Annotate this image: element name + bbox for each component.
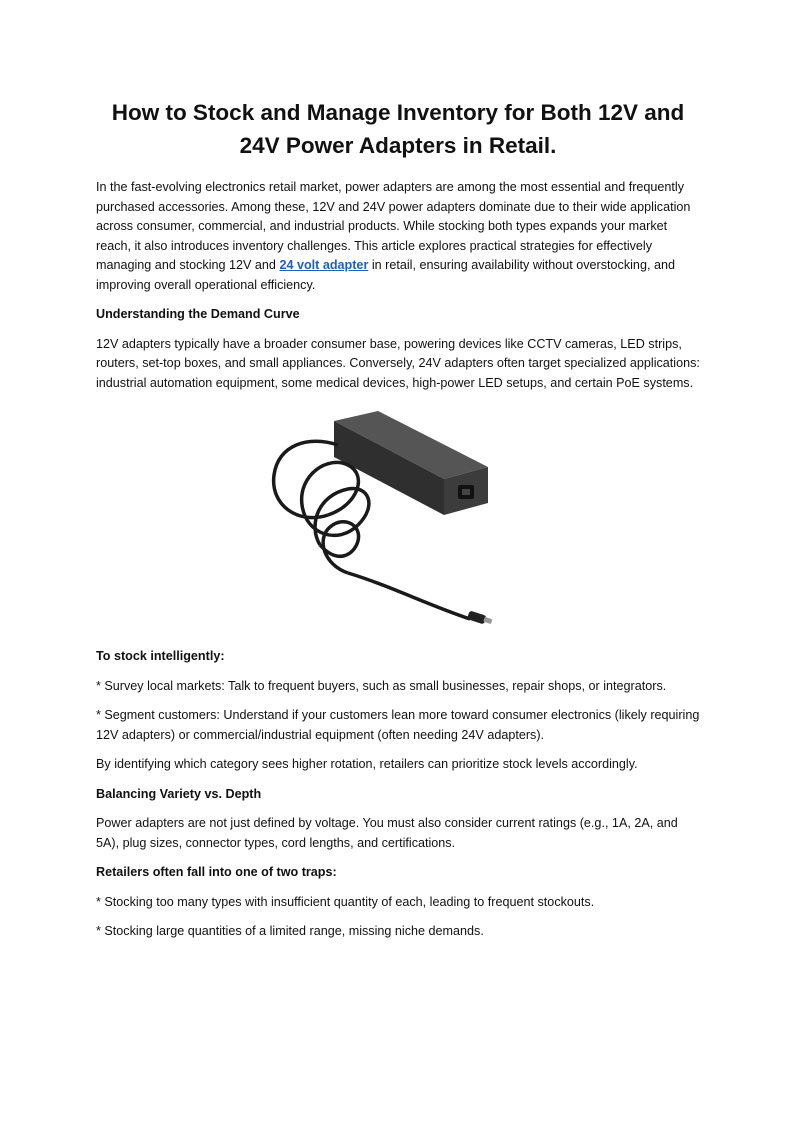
- section-heading-two-traps: Retailers often fall into one of two traps:: [96, 865, 337, 879]
- demand-curve-paragraph: 12V adapters typically have a broader consumer base, powering devices like CCTV cameras, LED strips, routers, set-top boxes, and small appliances. Conversely, 24V adapters often target specialized applications: industrial automation equipment, some medical devices, high-power LED setups, and certain PoE systems.: [96, 336, 700, 390]
- bullet-limited-range: * Stocking large quantities of a limited range, missing niche demands.: [96, 924, 484, 938]
- intro-text-after-link: in retail, ensuring availability without overstocking, and improving overall operational efficiency.: [96, 258, 675, 292]
- section-heading-stock-intelligently: To stock intelligently:: [96, 649, 225, 663]
- intro-text-before-link: In the fast-evolving electronics retail market, power adapters are among the most essential and frequently purchased accessories. Among these, 12V and 24V power adapters dominate due to their wide application across consumer, commercial, and industrial products. While stocking both types expands your market reach, it also introduces inventory challenges. This article explores practical strategies for effectively managing and stocking 12V and: [96, 180, 691, 272]
- section-heading-demand-curve: Understanding the Demand Curve: [96, 307, 300, 321]
- section-heading-variety-depth: Balancing Variety vs. Depth: [96, 786, 262, 801]
- power-adapter-illustration: [258, 405, 538, 633]
- rotation-paragraph: By identifying which category sees higher rotation, retailers can prioritize stock levels accordingly.: [96, 757, 638, 771]
- bullet-segment-customers: * Segment customers: Understand if your customers lean more toward consumer electronics (likely requiring 12V adapters) or commercial/industrial equipment (often needing 24V adapters).: [96, 708, 700, 742]
- document-page: [96, 96, 700, 952]
- bullet-survey-markets: * Survey local markets: Talk to frequent buyers, such as small businesses, repair shops, or integrators.: [96, 678, 667, 693]
- dc-plug-icon: [467, 610, 487, 624]
- page-title: How to Stock and Manage Inventory for Both 12V and 24V Power Adapters in Retail.: [111, 100, 685, 158]
- 24-volt-adapter-link[interactable]: 24 volt adapter: [279, 258, 369, 272]
- bullet-too-many-types: * Stocking too many types with insufficient quantity of each, leading to frequent stockouts.: [96, 894, 595, 909]
- intro-paragraph: [96, 178, 700, 295]
- variety-depth-paragraph: Power adapters are not just defined by voltage. You must also consider current ratings (e.g., 1A, 2A, and 5A), plug sizes, connector types, cord lengths, and certifications.: [96, 816, 678, 850]
- power-adapter-image: [96, 405, 700, 633]
